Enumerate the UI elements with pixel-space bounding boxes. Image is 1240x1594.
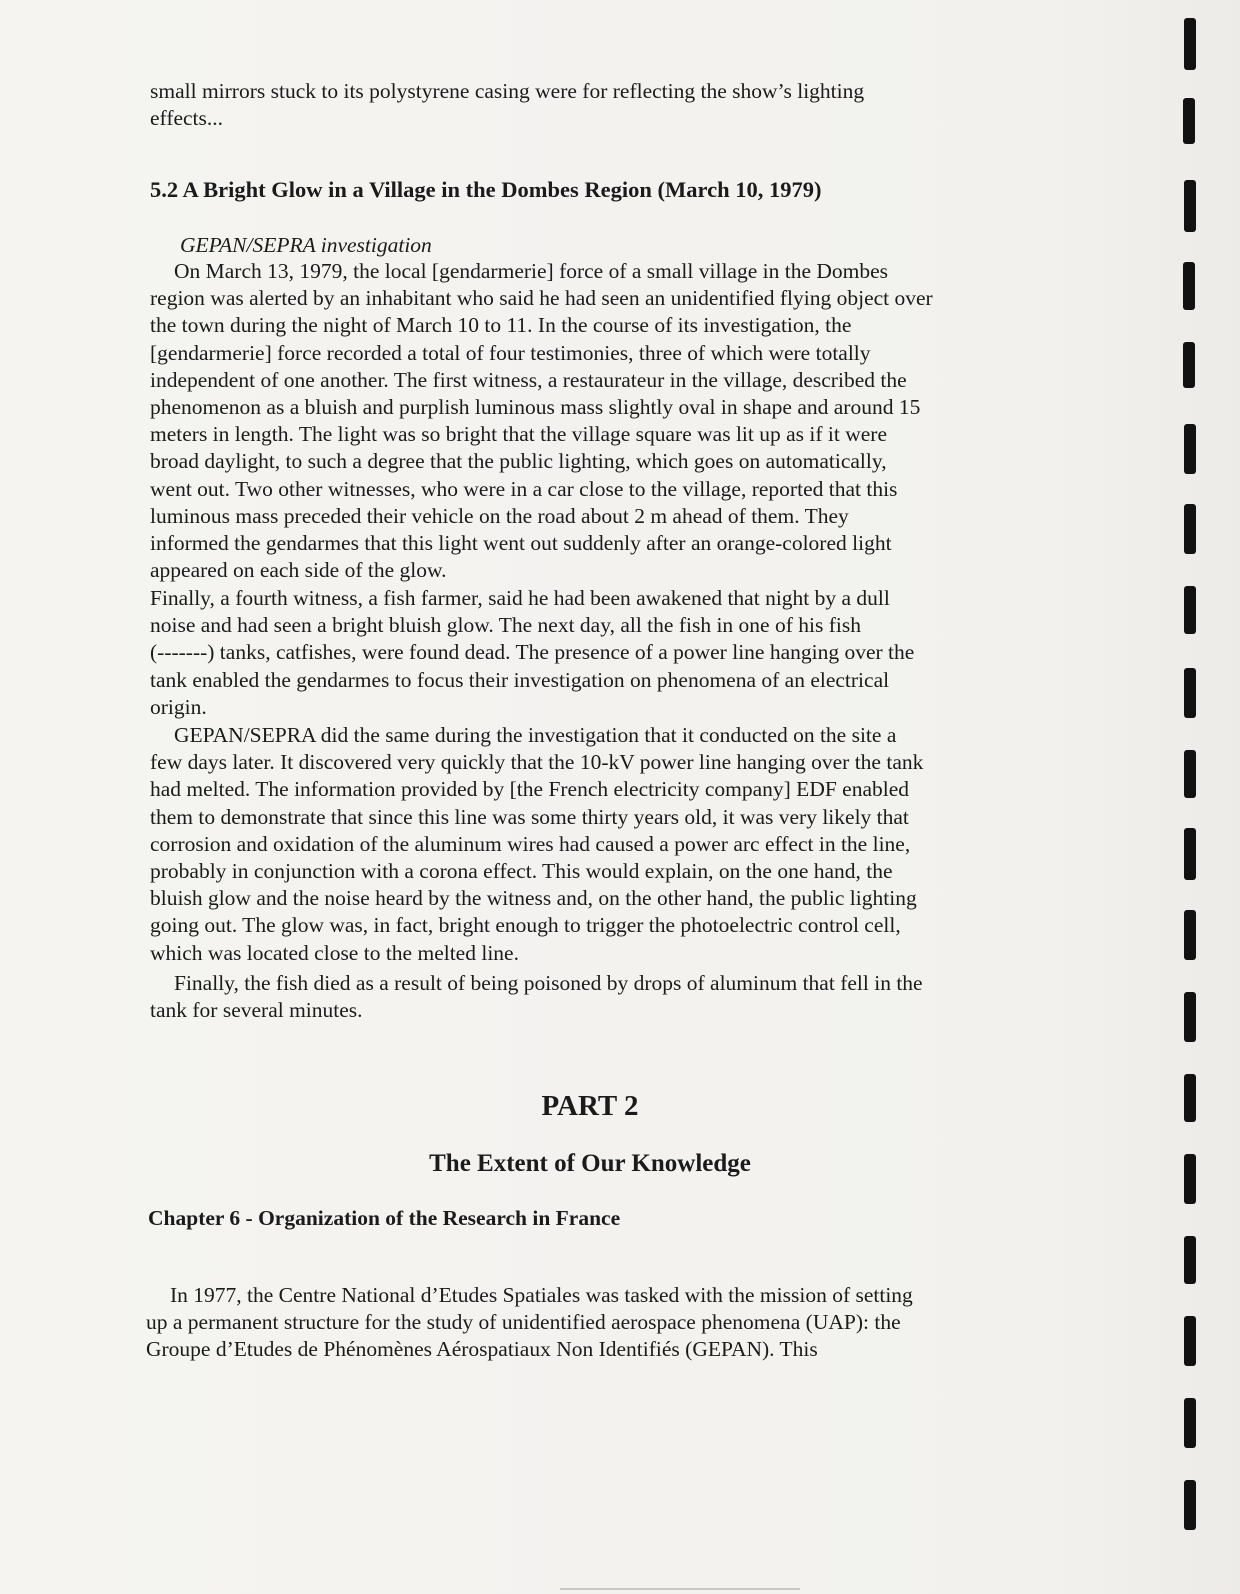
part-subtitle: The Extent of Our Knowledge [429,1150,751,1177]
chapter-paragraph: In 1977, the Centre National d’Etudes Spatiales was tasked with the mission of setting up a permanent structure for the study of unidentified aerospace phenomena (UAP): the Groupe d’Etudes de Phénomènes Aérospatiaux Non Identifiés (GEPAN). This [146,1283,913,1362]
binding-hole [1184,992,1196,1042]
binding-hole [1184,424,1196,474]
binding-hole [1184,1074,1196,1122]
binding-hole [1184,586,1196,634]
paragraph-conclusion: Finally, the fish died as a result of being poisoned by drops of aluminum that fell in the tank for several minutes. [150,971,923,1023]
binding-hole [1184,1316,1196,1366]
binding-hole [1184,18,1196,70]
paragraph-investigation: GEPAN/SEPRA did the same during the investigation that it conducted on the site a few days later. It discovered very quickly that the 10-kV power line hanging over the tank had melted. The information provided by [the French electricity company] EDF enabled them to demonstrate that since this line was some thirty years old, it was very likely that corrosion and oxidation of the aluminum wires had caused a power arc effect in the line, probably in conjunction with a corona effect. This would explain, on the one hand, the bluish glow and the noise heard by the witness and, on the other hand, the public lighting going out. The glow was, in fact, bright enough to trigger the photoelectric control cell, which was located close to the melted line. [150,723,924,965]
binding-hole [1184,1236,1196,1284]
binding-hole [1184,1480,1196,1530]
binding-hole [1184,180,1196,232]
part-title: PART 2 [541,1090,639,1122]
paragraph-testimonies: On March 13, 1979, the local [gendarmerie] force of a small village in the Dombes region was alerted by an inhabitant who said he had seen an unidentified flying object over the town during the night of March 10 to 11. In the course of its investigation, the [gendarmerie] force recorded a total of four testimonies, three of which were totally independent of one another. The first witness, a restaurateur in the village, described the phenomenon as a bluish and purplish luminous mass slightly oval in shape and around 15 meters in length. The light was so bright that the village square was lit up as if it were broad daylight, to such a degree that the public lighting, which goes on automatically, went out. Two other witnesses, who were in a car close to the village, reported that this luminous mass preceded their vehicle on the road about 2 m ahead of them. They informed the gendarmes that this light went out suddenly after an orange-colored light appeared on each side of the glow. [150,259,933,583]
binding-hole [1184,750,1196,798]
chapter-title: Chapter 6 - Organization of the Research in France [148,1206,621,1230]
top-paragraph: small mirrors stuck to its polystyrene casing were for reflecting the show’s lighting effects... [150,79,865,131]
binding-hole [1183,342,1195,388]
spiral-binding [1180,0,1220,1594]
binding-hole [1183,262,1195,310]
binding-hole [1184,668,1196,718]
binding-hole [1184,910,1196,960]
paragraph-fish-farmer: Finally, a fourth witness, a fish farmer, said he had been awakened that night by a dull noise and had seen a bright bluish glow. The next day, all the fish in one of his fish (-------) tanks, catfishes, were found dead. The presence of a power line hanging over the tank enabled the gendarmes to focus their investigation on phenomena of an electrical origin. [150,586,915,719]
binding-hole [1184,1398,1196,1448]
binding-hole [1184,828,1196,880]
subheading: GEPAN/SEPRA investigation [180,233,432,257]
scan-edge-line [560,1588,800,1590]
binding-hole [1183,98,1195,144]
binding-hole [1184,1154,1196,1204]
binding-hole [1184,504,1196,554]
section-heading: 5.2 A Bright Glow in a Village in the Dombes Region (March 10, 1979) [150,177,822,202]
